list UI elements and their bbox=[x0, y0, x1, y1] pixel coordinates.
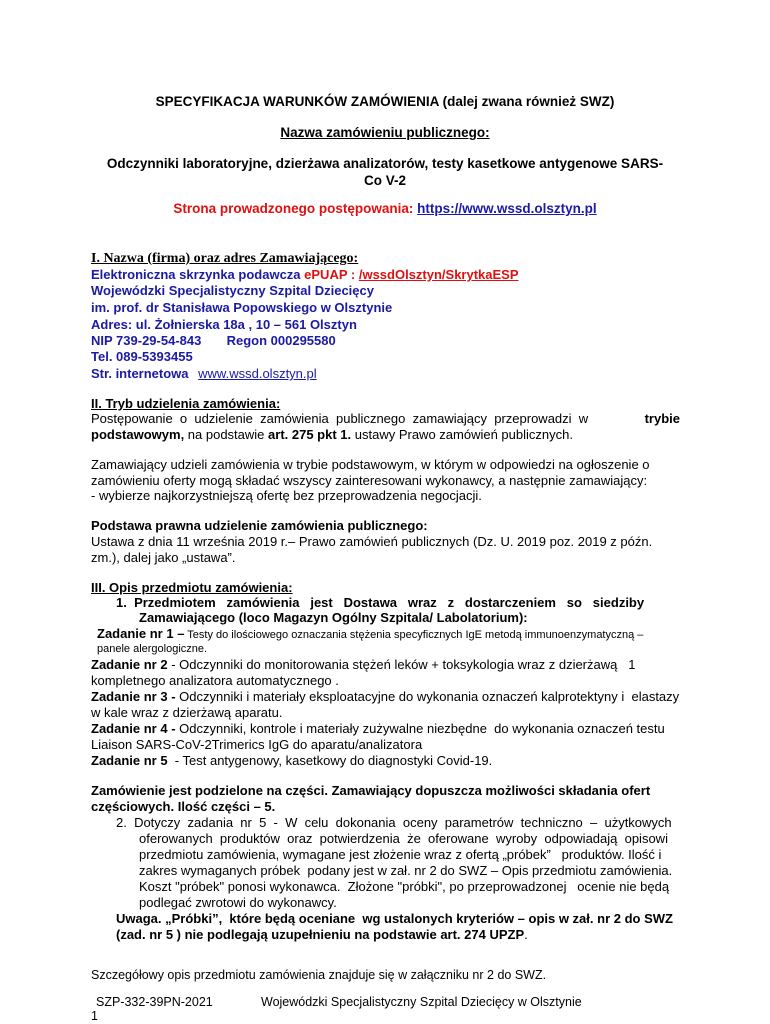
partial-offers-line-1: Zamówienie jest podzielone na części. Zamawiający dopuszcza możliwości składania ofert bbox=[91, 783, 651, 798]
task-1 bbox=[97, 626, 643, 641]
org-phone: Tel. 089-5393455 bbox=[91, 349, 193, 364]
website-label: Strona prowadzonego postępowania: bbox=[173, 201, 414, 216]
section-3-heading: III. Opis przedmiotu zamówienia: bbox=[91, 580, 293, 595]
org-nip bbox=[91, 333, 336, 348]
page-number: 1 bbox=[91, 1009, 98, 1023]
item-2-line-4: zakres wymaganych próbek podany jest w zał. nr 2 do SWZ – Opis przedmiotu zamówienia. bbox=[139, 863, 673, 878]
org-name-2: im. prof. dr Stanisława Popowskiego w Olsztynie bbox=[91, 300, 393, 315]
task-3-text: Odczynniki i materiały eksploatacyjne do wykonania oznaczeń kalprotektyny i elastazy bbox=[175, 689, 680, 704]
task-1-text: Testy do ilościowego oznaczania stężenia specyficznych IgE metodą immunoenzymatyczną – bbox=[184, 629, 644, 641]
basic-mode-line-2: zamówieniu oferty mogą składać wszyscy zainteresowani wykonawcy, a następnie zamawiający: bbox=[91, 473, 648, 488]
procedure-text-3: ustawy Prawo zamówień publicznych. bbox=[351, 427, 573, 442]
note-text: (zad. nr 5 ) nie podlegają uzupełnieniu na podstawie art. 274 UPZP bbox=[116, 927, 525, 942]
procedure-text: Postępowanie o udzielenie zamówienia publicznego zamawiający przeprowadzi w bbox=[91, 411, 589, 426]
task-1-cont: panele alergologiczne. bbox=[97, 643, 208, 655]
website-line bbox=[0, 201, 770, 216]
item-2-line-3: przedmiotu zamówienia, wymagane jest złożenie wraz z ofertą „próbek” produktów. Ilość i bbox=[139, 847, 662, 862]
section-2-heading: II. Tryb udzielenia zamówienia: bbox=[91, 396, 281, 411]
note-line-2 bbox=[116, 927, 528, 942]
footer-reference: SZP-332-39PN-2021 bbox=[96, 995, 213, 1009]
note-period: . bbox=[524, 927, 528, 942]
task-2-label: Zadanie nr 2 bbox=[91, 657, 168, 672]
subject-line-2: Co V-2 bbox=[363, 173, 406, 188]
basic-mode-line-1: Zamawiający udzieli zamówienia w trybie podstawowym, w którym w odpowiedzi na ogłoszenie o bbox=[91, 457, 650, 472]
document-title: SPECYFIKACJA WARUNKÓW ZAMÓWIENIA (dalej zwana również SWZ) bbox=[155, 94, 615, 109]
footer-organization: Wojewódzki Specjalistyczny Szpital Dziecięcy w Olsztynie bbox=[261, 995, 582, 1009]
legal-basis-line-1: Ustawa z dnia 11 września 2019 r.– Prawo zamówień publicznych (Dz. U. 2019 poz. 2019 z późn. bbox=[91, 534, 653, 549]
task-3 bbox=[91, 689, 679, 704]
procedure-trybie: trybie bbox=[644, 411, 680, 426]
task-2-cont: kompletnego analizatora automatycznego . bbox=[91, 673, 339, 688]
org-web-link[interactable]: www.wssd.olsztyn.pl bbox=[198, 366, 317, 381]
nip-value: NIP 739-29-54-843 bbox=[91, 333, 202, 348]
task-4 bbox=[91, 721, 665, 736]
org-name: Wojewódzki Specjalistyczny Szpital Dziecięcy bbox=[91, 283, 374, 298]
epuap-line bbox=[91, 267, 519, 282]
item-2-line-6: podlegać zwrotowi do wykonawcy. bbox=[139, 895, 337, 910]
legal-basis-line-2: zm.), dalej jako „ustawa”. bbox=[91, 550, 236, 565]
item-1-line-1: 1. Przedmiotem zamówienia jest Dostawa wraz z dostarczeniem so siedziby bbox=[116, 595, 645, 610]
procedure-mode: podstawowym, bbox=[91, 427, 185, 442]
website-link[interactable]: https://www.wssd.olsztyn.pl bbox=[417, 201, 597, 216]
note-line-1: Uwaga. „Próbki”, które będą oceniane wg ustalonych kryteriów – opis w zał. nr 2 do SWZ bbox=[116, 911, 673, 926]
epuap-prefix: ePUAP : bbox=[304, 267, 356, 282]
task-4-cont: Liaison SARS-CoV-2Trimerics IgG do aparatu/analizatora bbox=[91, 737, 423, 752]
procedure-line-1 bbox=[91, 411, 680, 426]
task-3-label: Zadanie nr 3 - bbox=[91, 689, 176, 704]
item-2-line-1: 2. Dotyczy zadania nr 5 - W celu dokonania oceny parametrów techniczno – użytkowych bbox=[116, 815, 672, 830]
procedure-line-2 bbox=[91, 427, 573, 442]
procedure-text-2: na podstawie bbox=[184, 427, 269, 442]
item-2-line-2: oferowanych produktów oraz potwierdzenia że oferowane wyroby odpowiadają opisowi bbox=[139, 831, 668, 846]
task-2-text: - Odczynniki do monitorowania stężeń leków + toksykologia wraz z dzierżawą 1 bbox=[167, 657, 636, 672]
partial-offers-line-2: częściowych. Ilość części – 5. bbox=[91, 799, 276, 814]
subject-line-1: Odczynniki laboratoryjne, dzierżawa analizatorów, testy kasetkowe antygenowe SARS- bbox=[106, 156, 664, 171]
task-2 bbox=[91, 657, 635, 672]
task-4-label: Zadanie nr 4 - bbox=[91, 721, 176, 736]
legal-basis-heading: Podstawa prawna udzielenie zamówienia publicznego: bbox=[91, 518, 428, 533]
task-1-label: Zadanie nr 1 – bbox=[97, 626, 185, 641]
task-5-text: - Test antygenowy, kasetkowy do diagnostyki Covid-19. bbox=[167, 753, 493, 768]
org-web-label: Str. internetowa bbox=[91, 366, 189, 381]
regon-value: Regon 000295580 bbox=[226, 333, 336, 348]
epuap-link[interactable]: /wssdOlsztyn/SkrytkaESP bbox=[358, 267, 519, 282]
item-2-line-5: Koszt "próbek" ponosi wykonawca. Złożone "próbki", po przeprowadzonej ocenie nie będą bbox=[139, 879, 670, 894]
epuap-label: Elektroniczna skrzynka podawcza bbox=[91, 267, 301, 282]
procedure-article: art. 275 pkt 1. bbox=[268, 427, 352, 442]
task-5-label: Zadanie nr 5 bbox=[91, 753, 168, 768]
section-1-heading: I. Nazwa (firma) oraz adres Zamawiającego: bbox=[91, 251, 359, 266]
org-address: Adres: ul. Żołnierska 18a , 10 – 561 Olsztyn bbox=[91, 317, 357, 332]
basic-mode-line-3: - wybierze najkorzystniejszą ofertę bez przeprowadzenia negocjacji. bbox=[91, 488, 482, 503]
task-5 bbox=[91, 753, 492, 768]
subject-heading: Nazwa zamówieniu publicznego: bbox=[280, 125, 490, 140]
org-web-line bbox=[91, 366, 317, 381]
task-4-text: Odczynniki, kontrole i materiały zużywalne niezbędne do wykonania oznaczeń testu bbox=[175, 721, 665, 736]
task-3-cont: w kale wraz z dzierżawą aparatu. bbox=[91, 705, 283, 720]
item-1-line-2: Zamawiającego (loco Magazyn Ogólny Szpitala/ Labolatorium): bbox=[139, 610, 528, 625]
details-paragraph: Szczegółowy opis przedmiotu zamówienia znajduje się w załączniku nr 2 do SWZ. bbox=[91, 968, 547, 982]
